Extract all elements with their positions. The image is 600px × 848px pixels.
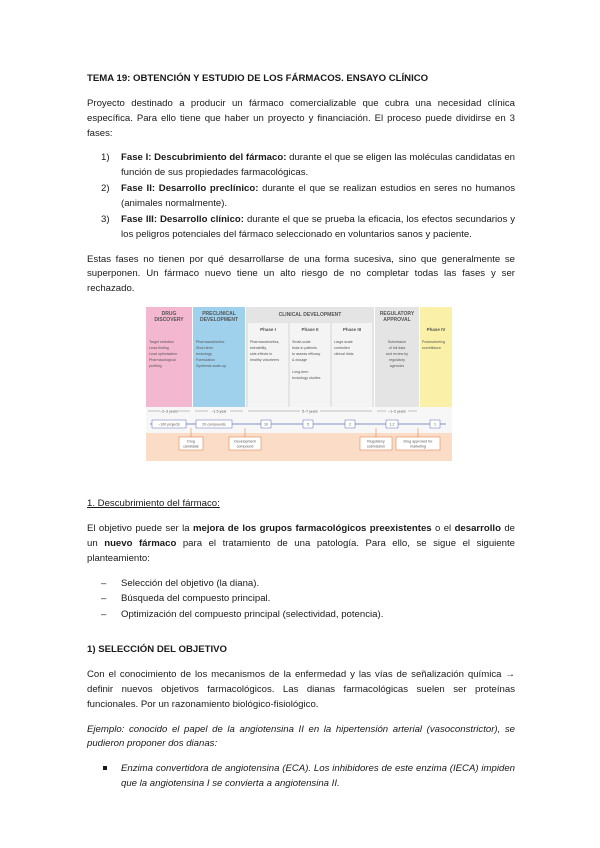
- regulatory-item: of full data: [388, 346, 406, 351]
- milestone-drug-candidate: candidate: [183, 444, 199, 449]
- phase-ii-item: & dosage: [292, 358, 308, 363]
- bold-run: nuevo fármaco: [104, 537, 177, 549]
- text-run: para el tratamiento de una patología. Para ello, se sigue el siguiente planteamiento:: [87, 537, 515, 564]
- list-item-text: Optimización del compuesto principal (selectividad, potencia).: [121, 609, 384, 621]
- drug-discovery-header: DRUG: [161, 311, 177, 318]
- phase-heading: Fase III: Desarrollo clínico:: [121, 213, 244, 225]
- phase-i-item: side-effects in: [250, 352, 273, 357]
- preclinical-item: toxicology: [196, 352, 212, 357]
- phases-list: [87, 151, 515, 242]
- milestone-regulatory-submission: Regulatory: [367, 439, 385, 444]
- phase-iii-panel: [332, 323, 372, 407]
- dash-bullet: –: [101, 577, 107, 589]
- regulatory-item: Submission: [387, 340, 407, 345]
- regulatory-header: APPROVAL: [383, 317, 411, 324]
- milestone-drug-candidate: Drug: [187, 439, 195, 444]
- phase-iv-column: [420, 307, 452, 407]
- bold-run: desarrollo: [454, 523, 501, 535]
- count-1-2: 1.2: [389, 422, 395, 427]
- milestone-development-compound: Development: [234, 439, 256, 444]
- approach-list: [87, 577, 515, 624]
- phase-i-header: Phase I: [260, 327, 276, 333]
- section-heading: 1) SELECCIÓN DEL OBJETIVO: [87, 644, 228, 656]
- milestone-approved: Drug approved for: [403, 439, 433, 444]
- milestone-approved: marketing: [410, 444, 426, 449]
- duration-preclinical: ~1.5 year: [211, 409, 227, 414]
- preclinical-item: Short-term: [196, 346, 213, 351]
- duration-drug: ~2–3 years: [160, 409, 178, 414]
- list-item: [87, 608, 515, 623]
- phase-iii-header: Phase III: [342, 327, 362, 333]
- regulatory-item: and review by: [385, 352, 409, 357]
- clinical-header: CLINICAL DEVELOPMENT: [278, 312, 342, 319]
- phase-number: 1): [101, 152, 110, 164]
- list-item: [87, 762, 515, 792]
- example-paragraph: Ejemplo: conocido el papel de la angiotensina II en la hipertensión arterial (vasoconstrictor), se pudieron proponer dos dianas:: [87, 723, 515, 750]
- count-2: 2: [349, 422, 351, 427]
- phase-ii-item: toxicology studies: [292, 376, 321, 381]
- phase-text: durante el que se eligen las moléculas candidatas en función de sus propiedades farmacológicas.: [121, 152, 515, 179]
- phase-number: 3): [101, 213, 110, 225]
- regulatory-item: regulatory: [389, 358, 405, 363]
- phase-text: durante el que se prueba la eficacia, los efectos secundarios y los peligros potenciales del fármaco seleccionado en voluntarios sanos y paciente.: [121, 213, 515, 240]
- phase-i-item: healthy volunteers: [250, 358, 280, 363]
- projects-label: ~100 projects: [158, 422, 180, 427]
- phase-iv-item: Postmarketing: [422, 340, 445, 345]
- dash-bullet: –: [101, 609, 107, 621]
- dash-bullet: –: [101, 593, 107, 605]
- intro-paragraph: Proyecto destinado a producir un fármaco comercializable que cubra una necesidad clínica específica. Para ello tiene que haber un proyecto y financiación. El proceso puede dividirse en 3 fases:: [87, 97, 515, 139]
- preclinical-header: PRECLINICAL: [202, 311, 236, 318]
- section-paragraph: [87, 522, 515, 567]
- count-1: 1: [434, 422, 436, 427]
- duration-regulatory: ~1–2 years: [388, 409, 406, 414]
- drug-discovery-item: Lead optimisation: [149, 352, 178, 357]
- milestone-regulatory-submission: submission: [367, 444, 385, 449]
- phase-heading: Fase I: Descubrimiento del fármaco:: [121, 152, 287, 164]
- phase-iv-item: surveillance: [422, 346, 441, 351]
- count-10: 10: [264, 422, 268, 427]
- preclinical-item: Synthesis scale-up: [196, 364, 227, 369]
- drug-development-diagram: [146, 307, 452, 461]
- text-run: El objetivo puede ser la: [87, 523, 193, 535]
- milestone-development-compound: compound: [236, 444, 254, 449]
- square-bullet-icon: [103, 766, 107, 770]
- phase-ii-item: Small-scale: [292, 340, 311, 345]
- list-item-text: Selección del objetivo (la diana).: [121, 577, 260, 589]
- page-title: TEMA 19: OBTENCIÓN Y ESTUDIO DE LOS FÁRMACOS. ENSAYO CLÍNICO: [87, 73, 429, 84]
- phase-text: durante el que se realizan estudios en seres no humanos (animales normalmente).: [121, 183, 515, 210]
- phase-iii-item: Large-scale: [334, 340, 353, 345]
- preclinical-header: DEVELOPMENT: [199, 317, 239, 324]
- overlap-paragraph: Estas fases no tienen por qué desarrollarse de una forma sucesiva, sino que generalmente se superponen. Un fármaco nuevo tiene un alto riesgo de no completar todas las fases y ser rechazado.: [87, 253, 515, 295]
- list-item-text: Búsqueda del compuesto principal.: [121, 593, 271, 605]
- preclinical-item: Pharmacokinetics: [196, 340, 225, 345]
- document-page: [87, 72, 515, 792]
- phase-item: [87, 213, 515, 243]
- section-paragraph: Con el conocimiento de los mecanismos de la enfermedad y las vías de señalización química → definir nuevos objetivos farmacológicos. Las dianas farmacológicas suelen ser proteínas funcionales. Por un razonamiento biológico-fisiológico.: [87, 669, 515, 710]
- phase-heading: Fase II: Desarrollo preclínico:: [121, 183, 259, 195]
- phase-number: 2): [101, 183, 110, 195]
- phase-ii-item: trials in patients: [292, 346, 317, 351]
- phase-ii-panel: [290, 323, 330, 407]
- text-run: o el: [431, 523, 455, 535]
- phase-ii-item: Long-term: [292, 370, 309, 375]
- targets-list: [87, 762, 515, 792]
- drug-discovery-header: DISCOVERY: [154, 317, 184, 324]
- text-run: de un: [87, 523, 515, 549]
- regulatory-item: agencies: [389, 364, 405, 369]
- count-5: 5: [307, 422, 309, 427]
- drug-discovery-item: profiling: [149, 364, 162, 369]
- phase-iv-header: Phase IV: [426, 327, 446, 333]
- bold-run: mejora de los grupos farmacológicos preexistentes: [192, 523, 432, 535]
- preclinical-item: Formulation: [196, 358, 215, 363]
- phase-ii-header: Phase II: [301, 327, 319, 333]
- phase-iii-item: controlled: [334, 346, 350, 351]
- section-heading: 1. Descubrimiento del fármaco:: [87, 498, 220, 510]
- list-item-text: Enzima convertidora de angiotensina (ECA). Los inhibidores de este enzima (IECA) impiden que la angiotensina I se convierta a angiotensina II.: [121, 763, 515, 790]
- compounds-label: 20 compounds: [202, 422, 226, 427]
- phase-item: [87, 182, 515, 212]
- list-item: [87, 592, 515, 607]
- drug-discovery-item: Pharmacological: [149, 358, 176, 363]
- list-item: [87, 577, 515, 592]
- drug-discovery-item: Target selection: [149, 340, 175, 345]
- drug-discovery-item: Lead-finding: [149, 346, 169, 351]
- phase-i-item: tolerability,: [250, 346, 267, 351]
- phase-iii-item: clinical trials: [334, 352, 354, 357]
- phase-item: [87, 151, 515, 181]
- phase-i-item: Pharmacokinetics,: [250, 340, 280, 345]
- phase-ii-item: to assess efficacy: [292, 352, 321, 357]
- regulatory-header: REGULATORY: [379, 311, 415, 318]
- duration-clinical: 5–7 years: [302, 409, 318, 414]
- drug-development-figure: [146, 307, 452, 461]
- phase-i-panel: [248, 323, 288, 407]
